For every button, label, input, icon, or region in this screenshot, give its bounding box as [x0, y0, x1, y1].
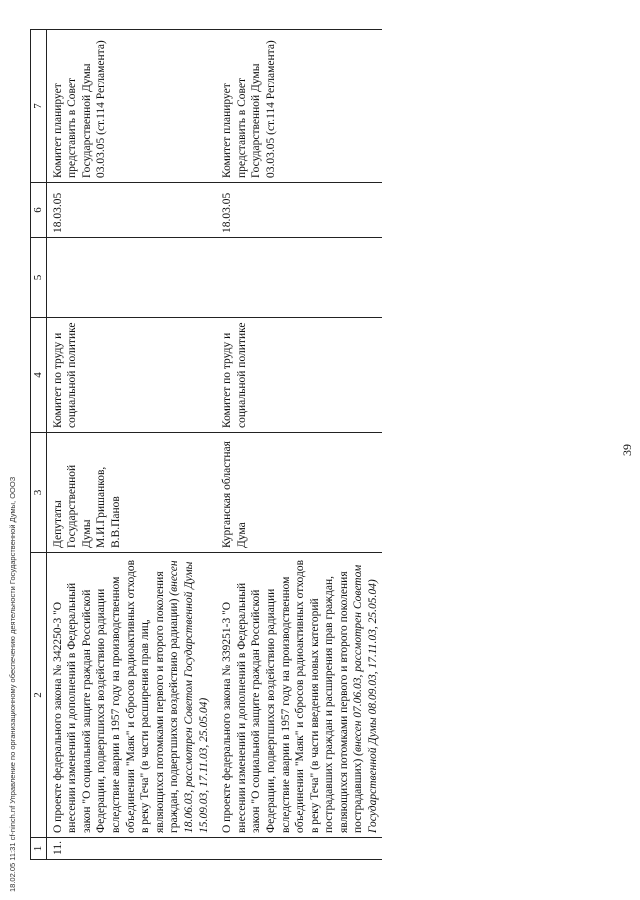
- bill-history-note: (внесен 18.06.03, рассмотрен Советом Государственной Думы 15.09.03, 17.11.03, 25.05.04): [168, 560, 210, 833]
- date-cell: 18.03.05: [212, 183, 382, 238]
- bill-history-note: (внесен 07.06.03, рассмотрен Советом Государственной Думы 08.09.03, 17.11.03, 25.05.04): [352, 564, 380, 833]
- status-cell: Комитет планирует представить в Совет Государственной Думы 03.03.05 (ст.114 Регламента): [46, 30, 212, 183]
- bill-description: [46, 553, 212, 838]
- date-cell: 18.03.05: [46, 183, 212, 238]
- bill-initiator: Депутаты Государственной Думы М.И.Гришанков, В.В.Панов: [46, 433, 212, 553]
- bills-table: [30, 29, 382, 860]
- column-header-6: 6: [31, 183, 47, 238]
- bill-text: О проекте федерального закона № 342250-3 "О внесении изменений и дополнений в Федеральный закон "О социальной защите граждан Российской Федерации, подвергшихся воздействию радиации вследствие аварии в 1957 году на производственном объединении "Маяк" и сбросов радиоактивных отходов в реку Теча" (в части расширения прав лиц, являющихся потомками первого и второго поколения граждан, подвергшихся воздействию радиации): [51, 559, 181, 833]
- column-header-2: 2: [31, 553, 47, 838]
- column-header-5: 5: [31, 238, 47, 318]
- footer-note: 18.02.05 11:31 cf-ninch.nf Управление по организационному обеспечению деятельности Государственной Думы, ОООЗ: [8, 476, 17, 892]
- column-header-3: 3: [31, 433, 47, 553]
- table-header-row: [31, 30, 47, 860]
- row-number: [212, 838, 382, 860]
- column-header-7: 7: [31, 30, 47, 183]
- bill-description: [212, 553, 382, 838]
- bill-initiator: Курганская областная Дума: [212, 433, 382, 553]
- column-5-cell: [46, 238, 212, 318]
- column-header-4: 4: [31, 318, 47, 433]
- status-cell: Комитет планирует представить в Совет Государственной Думы 03.03.05 (ст.114 Регламента): [212, 30, 382, 183]
- row-number: 11.: [46, 838, 212, 860]
- table-row: [46, 30, 212, 860]
- column-5-cell: [212, 238, 382, 318]
- table-row: [212, 30, 382, 860]
- bill-text: О проекте федерального закона № 339251-3 "О внесении изменений и дополнений в Федеральный закон "О социальной защите граждан Российской Федерации, подвергшихся воздействию радиации вследствие аварии в 1957 году на производственном объединении "Маяк" и сбросов радиоактивных отходов в реку Теча" (в части введения новых категорий пострадавших граждан и расширения прав граждан, являющихся потомками первого и второго поколения пострадавших): [221, 559, 365, 833]
- page-number: 39: [620, 444, 634, 456]
- column-header-1: 1: [31, 838, 47, 860]
- responsible-committee: Комитет по труду и социальной политике: [46, 318, 212, 433]
- responsible-committee: Комитет по труду и социальной политике: [212, 318, 382, 433]
